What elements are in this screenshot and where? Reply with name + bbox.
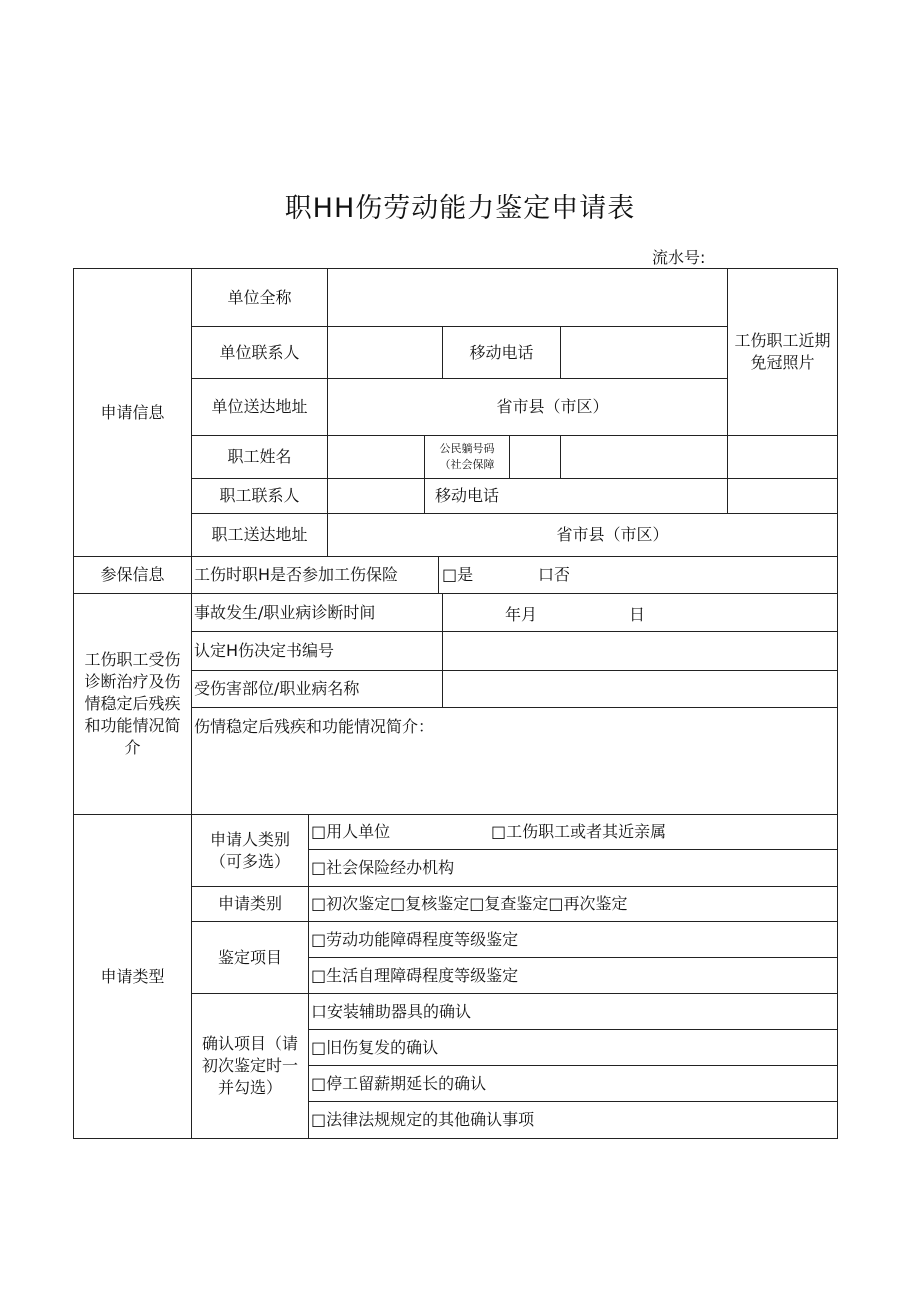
id-number-field-a[interactable]	[510, 436, 560, 478]
id-number-label-line2: （社会保障	[439, 458, 495, 471]
assess-items-label: 鉴定项目	[217, 947, 282, 967]
device-confirm-checkbox[interactable]: 口安装辅助器具的确认	[311, 1001, 472, 1021]
insurance-question: 工伤时职H是否参加工伤保险	[194, 565, 399, 584]
serial-number-label: 流水号:	[652, 248, 706, 267]
unit-address-field[interactable]	[328, 379, 727, 435]
applicant-agency-checkbox[interactable]: □社会保险经办机构	[311, 858, 455, 877]
photo-area[interactable]	[728, 269, 837, 435]
employee-name-label: 职工姓名	[227, 447, 292, 466]
accident-time-label: 事故发生/职业病诊断时间	[194, 602, 376, 622]
id-number-field-b[interactable]	[561, 436, 727, 478]
leave-extension-checkbox[interactable]: □停工留薪期延长的确认	[311, 1073, 487, 1093]
relapse-confirm-checkbox[interactable]: □旧伤复发的确认	[311, 1037, 439, 1057]
unit-mobile-label: 移动电话	[469, 342, 534, 362]
employee-contact-field[interactable]	[328, 479, 424, 513]
year-month-label: 年月	[505, 605, 538, 624]
id-number-label-line1: 公民躺号码	[439, 442, 495, 455]
photo-label: 工伤职工近期免冠照片	[734, 331, 831, 372]
employee-address-value: 省市县（市区）	[556, 525, 669, 544]
unit-name-field[interactable]	[328, 269, 727, 326]
decision-number-label: 认定H伤决定书编号	[194, 641, 335, 660]
section-apply-info: 申请信息	[100, 402, 165, 422]
injury-summary-field[interactable]	[192, 708, 837, 814]
unit-address-label: 单位送达地址	[211, 397, 308, 416]
day-label: 日	[629, 605, 646, 624]
insurance-yes-checkbox[interactable]: □是	[442, 565, 474, 584]
decision-number-field[interactable]	[443, 632, 837, 670]
employee-mobile-label: 移动电话	[434, 486, 499, 505]
section-insurance: 参保信息	[100, 565, 165, 584]
employee-contact-label: 职工联系人	[219, 486, 300, 505]
applicant-employer-checkbox[interactable]: □用人单位	[311, 822, 391, 841]
labor-assess-checkbox[interactable]: □劳动功能障碍程度等级鉴定	[311, 929, 519, 949]
unit-mobile-field[interactable]	[561, 327, 727, 378]
unit-contact-field[interactable]	[328, 327, 442, 378]
injury-summary-label: 伤情稳定后残疾和功能情况简介：	[194, 717, 435, 736]
applicant-type-label: 申请人类别（可多选）	[209, 829, 290, 871]
section-apply-type: 申请类型	[100, 966, 165, 986]
unit-contact-label: 单位联系人	[219, 342, 300, 362]
unit-address-value: 省市县（市区）	[496, 397, 609, 416]
confirm-items-label: 确认项目（请初次鉴定时一并勾选）	[201, 1034, 298, 1097]
self-care-assess-checkbox[interactable]: □生活自理障碍程度等级鉴定	[311, 965, 519, 985]
applicant-employee-checkbox[interactable]: □工伤职工或者其近亲属	[491, 822, 667, 841]
employee-address-label: 职工送达地址	[211, 525, 308, 544]
unit-name-label: 单位全称	[227, 287, 292, 307]
id-number-label	[425, 436, 509, 478]
apply-category-checkboxes[interactable]: □初次鉴定□复核鉴定□复查鉴定□再次鉴定	[311, 894, 628, 913]
employee-mobile-field[interactable]	[510, 479, 837, 513]
page-title: 职HH伤劳动能力鉴定申请表	[284, 193, 636, 224]
other-confirm-checkbox[interactable]: □法律法规规定的其他确认事项	[311, 1110, 535, 1129]
employee-name-field[interactable]	[328, 436, 424, 478]
accident-time-field[interactable]	[443, 594, 837, 631]
body-part-field[interactable]	[443, 671, 837, 707]
apply-category-label: 申请类别	[217, 894, 282, 913]
insurance-no-checkbox[interactable]: 口否	[538, 565, 571, 584]
section-injury: 工伤职工受伤诊断治疗及伤情稳定后残疾和功能情况简介	[84, 650, 181, 757]
body-part-label: 受伤害部位/职业病名称	[194, 679, 360, 698]
id-number-field-c[interactable]	[728, 436, 837, 478]
employee-address-field[interactable]	[328, 514, 837, 556]
